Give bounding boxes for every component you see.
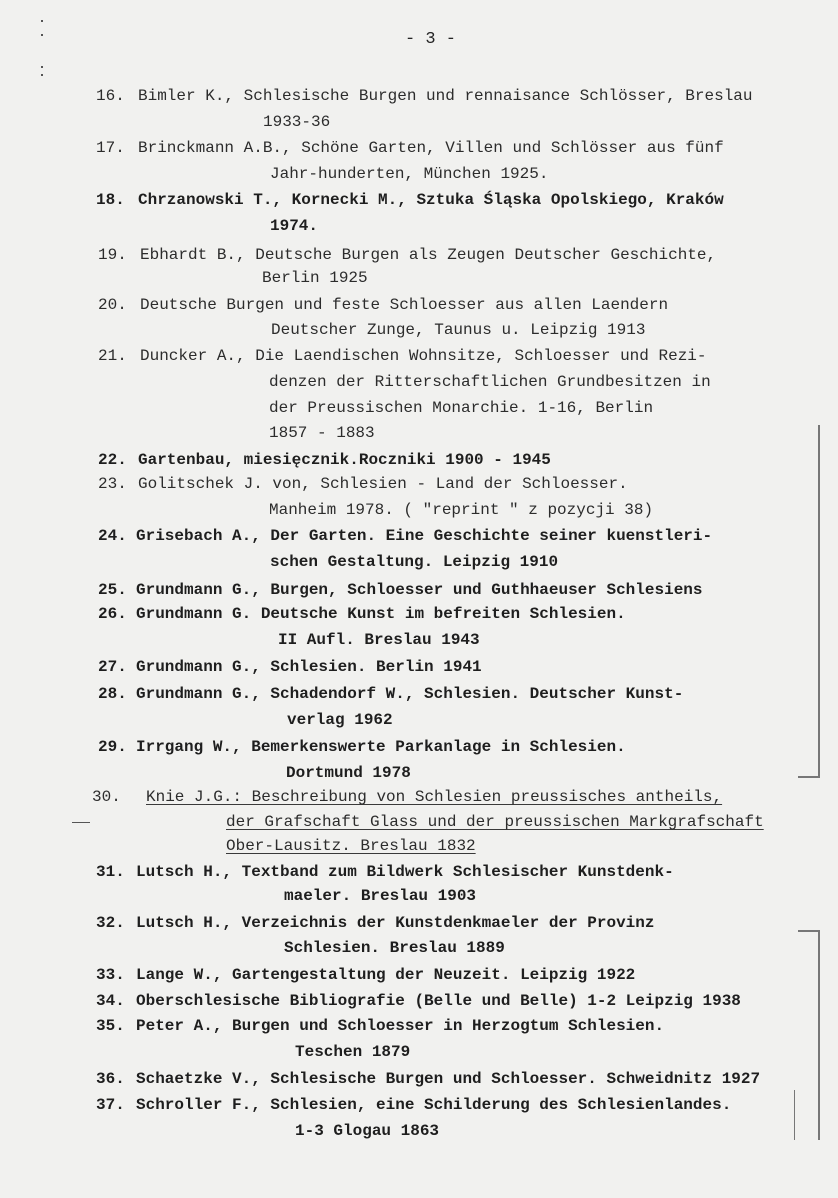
margin-line bbox=[798, 930, 820, 932]
entry-number: 21. bbox=[98, 347, 127, 365]
entry-text: Grundmann G., Burgen, Schloesser und Guthhaeuser Schlesiens bbox=[136, 581, 703, 599]
entry-continuation: Manheim 1978. ( "reprint " z pozycji 38) bbox=[269, 501, 654, 519]
entry-text: Golitschek J. von, Schlesien - Land der Schloesser. bbox=[138, 475, 628, 493]
entry-continuation: schen Gestaltung. Leipzig 1910 bbox=[270, 553, 559, 571]
entry-continuation: Jahr-hunderten, München 1925. bbox=[270, 165, 549, 183]
entry-number: 31. bbox=[96, 863, 125, 881]
entry-continuation: II Aufl. Breslau 1943 bbox=[278, 631, 480, 649]
entry-number: 25. bbox=[98, 581, 127, 599]
margin-dot bbox=[41, 20, 43, 22]
entry-number: 34. bbox=[96, 992, 125, 1010]
margin-dash bbox=[72, 822, 90, 823]
margin-dot bbox=[41, 34, 43, 36]
entry-continuation: der Grafschaft Glass und der preussischen Markgrafschaft bbox=[226, 813, 764, 831]
entry-continuation: Deutscher Zunge, Taunus u. Leipzig 1913 bbox=[271, 321, 646, 339]
entry-continuation: 1974. bbox=[270, 217, 319, 235]
entry-text: Grundmann G., Schlesien. Berlin 1941 bbox=[136, 658, 482, 676]
entry-number: 35. bbox=[96, 1017, 125, 1035]
entry-number: 19. bbox=[98, 246, 127, 264]
entry-text: Grundmann G., Schadendorf W., Schlesien. Deutscher Kunst- bbox=[136, 685, 684, 703]
entry-continuation: Dortmund 1978 bbox=[286, 764, 411, 782]
page-number: - 3 - bbox=[405, 30, 457, 49]
margin-line bbox=[794, 1090, 795, 1140]
entry-text: Grisebach A., Der Garten. Eine Geschichte seiner kuenstleri- bbox=[136, 527, 713, 545]
entry-text: Peter A., Burgen und Schloesser in Herzogtum Schlesien. bbox=[136, 1017, 665, 1035]
entry-number: 16. bbox=[96, 87, 125, 105]
margin-dot bbox=[41, 74, 43, 76]
entry-text: Ebhardt B., Deutsche Burgen als Zeugen Deutscher Geschichte, bbox=[140, 246, 717, 264]
entry-continuation: verlag 1962 bbox=[287, 711, 393, 729]
entry-continuation: Ober-Lausitz. Breslau 1832 bbox=[226, 837, 476, 855]
entry-number: 36. bbox=[96, 1070, 125, 1088]
entry-continuation: maeler. Breslau 1903 bbox=[284, 887, 477, 905]
entry-continuation: 1933-36 bbox=[263, 113, 331, 131]
margin-line bbox=[818, 425, 820, 777]
margin-line bbox=[818, 930, 820, 1140]
entry-continuation: Teschen 1879 bbox=[295, 1043, 411, 1061]
entry-continuation: 1857 - 1883 bbox=[269, 424, 375, 442]
entry-number: 32. bbox=[96, 914, 125, 932]
margin-dot bbox=[41, 66, 43, 68]
entry-text: Oberschlesische Bibliografie (Belle und Belle) 1-2 Leipzig 1938 bbox=[136, 992, 741, 1010]
entry-text: Gartenbau, miesięcznik.Roczniki 1900 - 1945 bbox=[138, 451, 551, 469]
entry-number: 27. bbox=[98, 658, 127, 676]
entry-text: Brinckmann A.B., Schöne Garten, Villen und Schlösser aus fünf bbox=[138, 139, 724, 157]
entry-text: Bimler K., Schlesische Burgen und rennaisance Schlösser, Breslau bbox=[138, 87, 753, 105]
entry-number: 26. bbox=[98, 605, 127, 623]
entry-continuation: der Preussischen Monarchie. 1-16, Berlin bbox=[269, 399, 654, 417]
entry-number: 22. bbox=[98, 451, 127, 469]
entry-number: 33. bbox=[96, 966, 125, 984]
entry-continuation: Schlesien. Breslau 1889 bbox=[284, 939, 505, 957]
entry-number: 20. bbox=[98, 296, 127, 314]
entry-text: Schroller F., Schlesien, eine Schilderung des Schlesienlandes. bbox=[136, 1096, 732, 1114]
entry-text: Irrgang W., Bemerkenswerte Parkanlage in Schlesien. bbox=[136, 738, 626, 756]
entry-text: Duncker A., Die Laendischen Wohnsitze, Schloesser und Rezi- bbox=[140, 347, 707, 365]
entry-number: 23. bbox=[98, 475, 127, 493]
entry-continuation: 1-3 Glogau 1863 bbox=[295, 1122, 440, 1140]
entry-number: 30. bbox=[92, 788, 121, 806]
entry-continuation: Berlin 1925 bbox=[262, 269, 368, 287]
margin-line bbox=[798, 776, 820, 778]
entry-text: Deutsche Burgen und feste Schloesser aus allen Laendern bbox=[140, 296, 669, 314]
entry-number: 18. bbox=[96, 191, 125, 209]
entry-text: Lange W., Gartengestaltung der Neuzeit. Leipzig 1922 bbox=[136, 966, 636, 984]
entry-text: Chrzanowski T., Kornecki M., Sztuka Śląska Opolskiego, Kraków bbox=[138, 191, 724, 209]
entry-text: Grundmann G. Deutsche Kunst im befreiten Schlesien. bbox=[136, 605, 626, 623]
entry-text: Schaetzke V., Schlesische Burgen und Schloesser. Schweidnitz 1927 bbox=[136, 1070, 761, 1088]
entry-number: 24. bbox=[98, 527, 127, 545]
entry-number: 37. bbox=[96, 1096, 125, 1114]
entry-number: 17. bbox=[96, 139, 125, 157]
entry-text: Knie J.G.: Beschreibung von Schlesien preussisches antheils, bbox=[146, 788, 723, 806]
entry-text: Lutsch H., Verzeichnis der Kunstdenkmaeler der Provinz bbox=[136, 914, 655, 932]
entry-continuation: denzen der Ritterschaftlichen Grundbesitzen in bbox=[269, 373, 711, 391]
entry-number: 28. bbox=[98, 685, 127, 703]
entry-number: 29. bbox=[98, 738, 127, 756]
entry-text: Lutsch H., Textband zum Bildwerk Schlesischer Kunstdenk- bbox=[136, 863, 674, 881]
